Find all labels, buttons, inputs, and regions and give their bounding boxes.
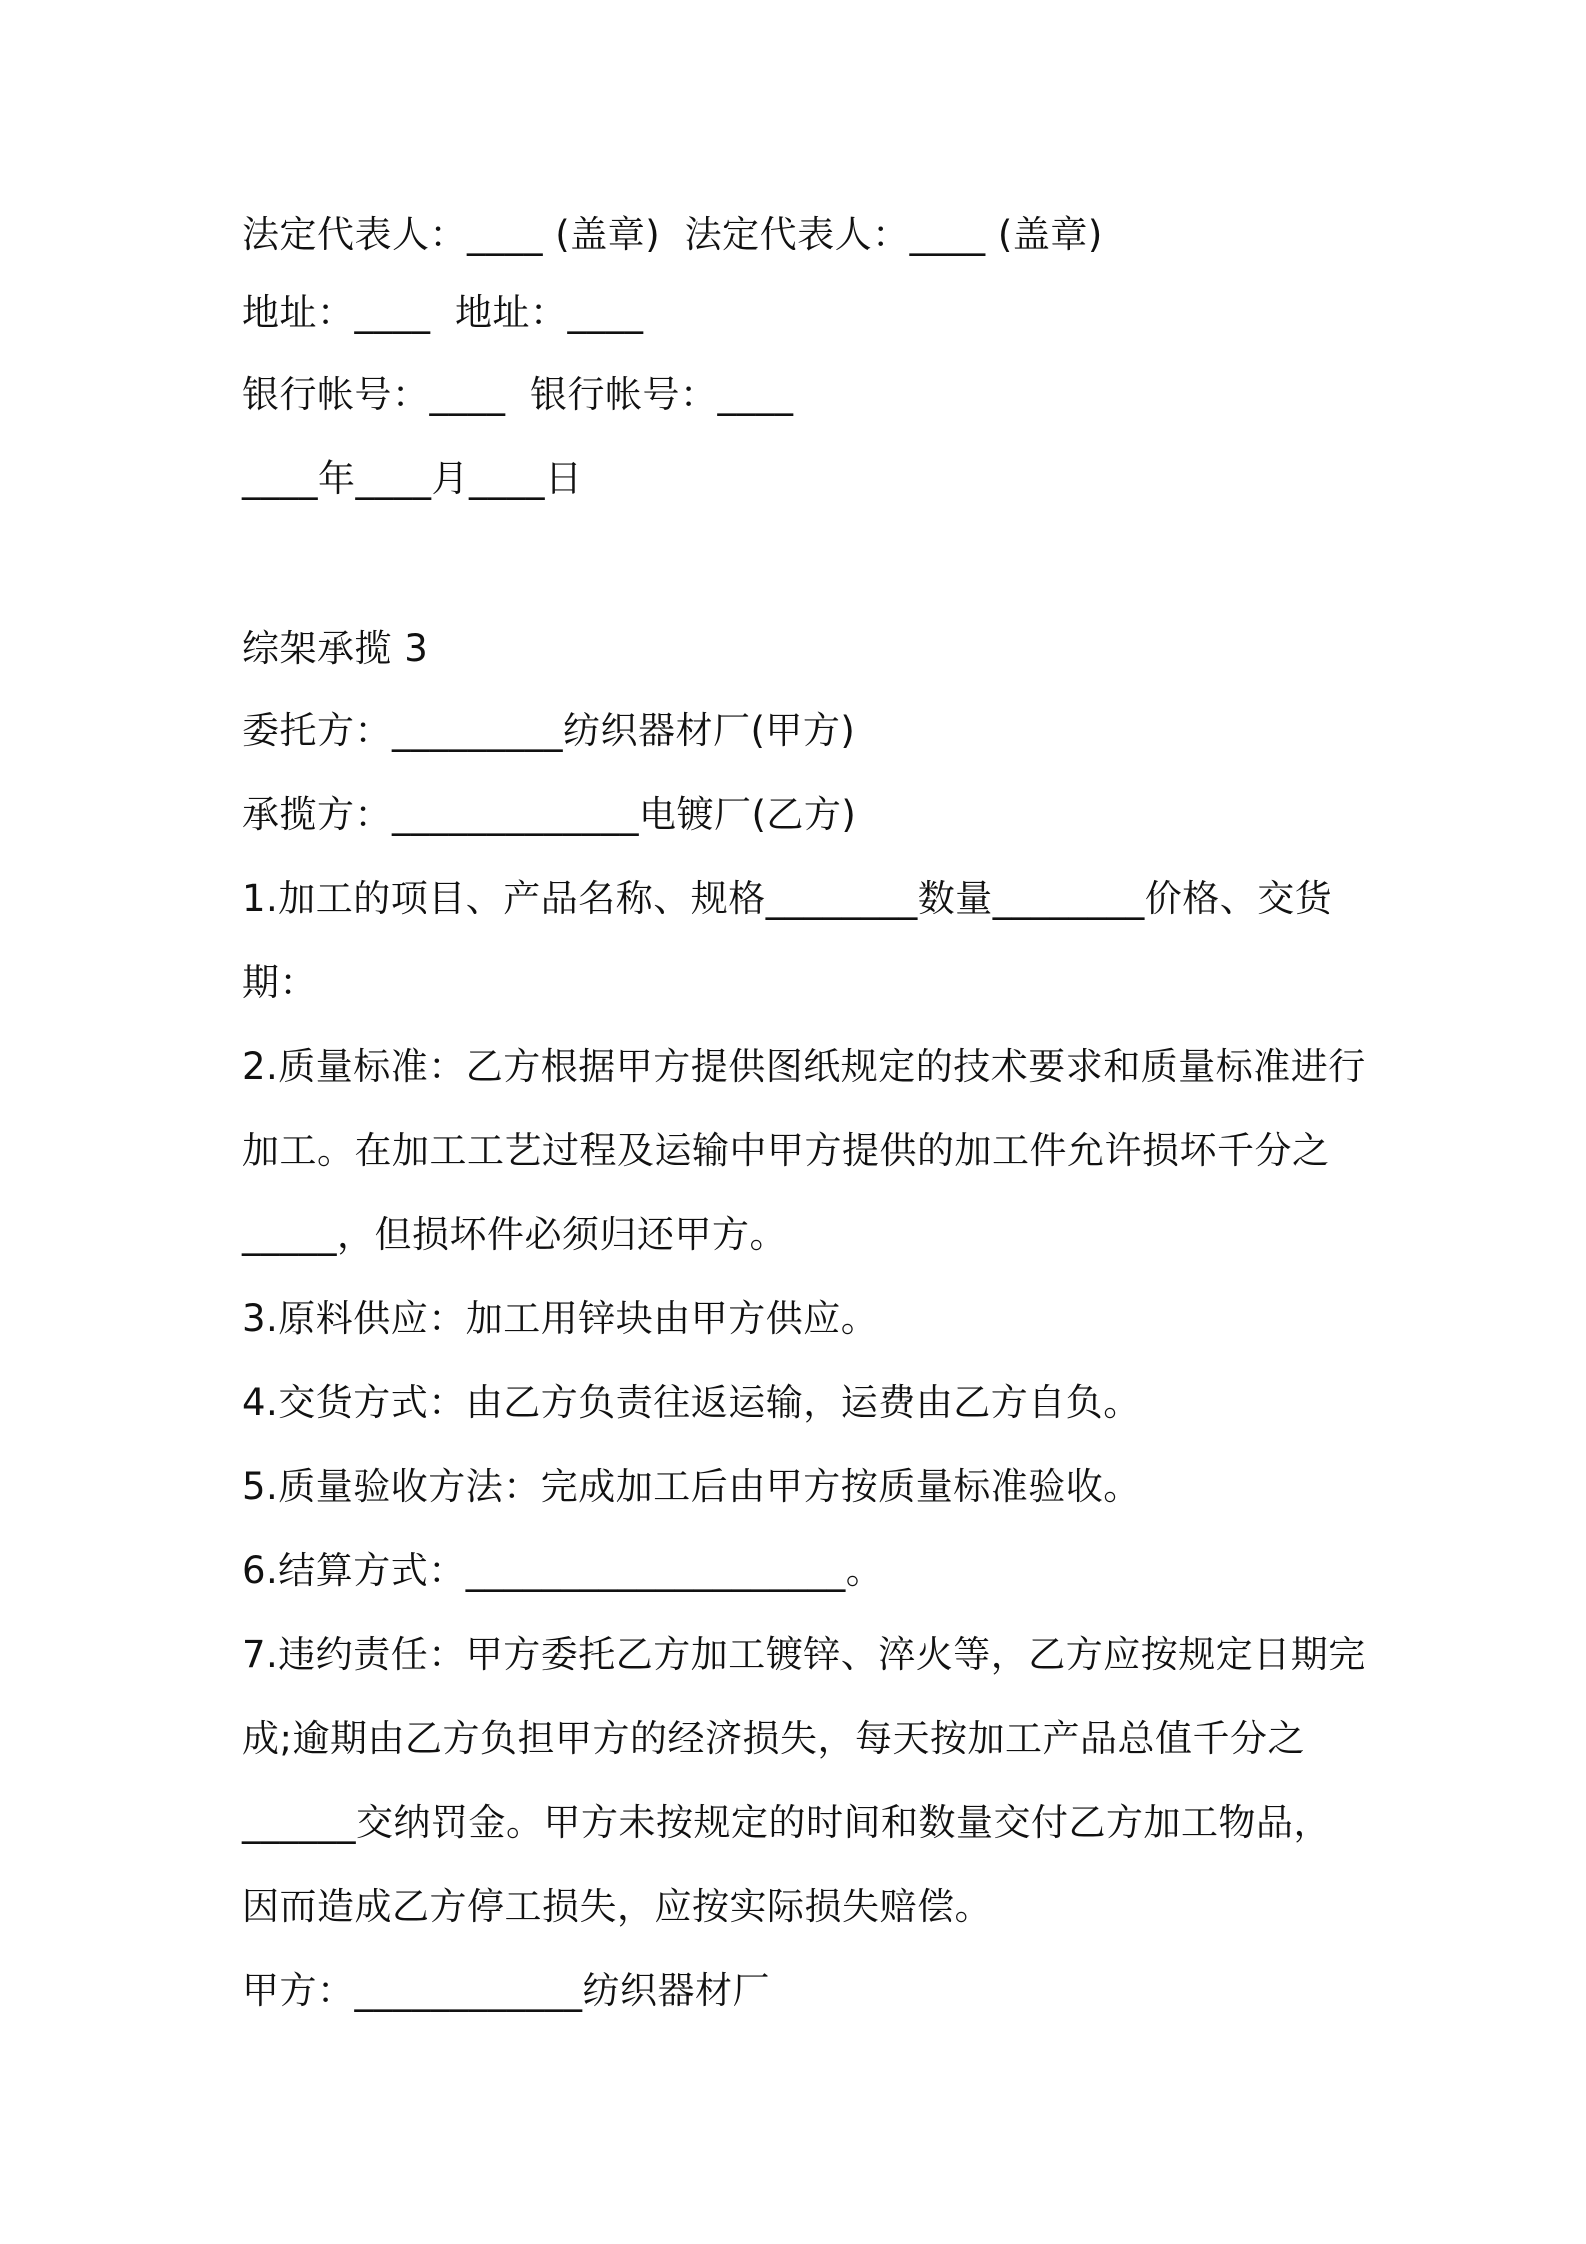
clause-2-line-1: 2.质量标准：乙方根据甲方提供图纸规定的技术要求和质量标准进行 [242, 1045, 1366, 1088]
clause-1-line-2: 期： [242, 961, 317, 1004]
party-a-line: 甲方：____________纺织器材厂 [242, 1969, 770, 2012]
clause-3: 3.原料供应：加工用锌块由甲方供应。 [242, 1297, 879, 1340]
clause-6: 6.结算方式：____________________。 [242, 1549, 884, 1592]
contractor-line: 承揽方：_____________电镀厂(乙方) [242, 793, 857, 836]
clause-5: 5.质量验收方法：完成加工后由甲方按质量标准验收。 [242, 1465, 1141, 1508]
clause-2-line-2: 加工。在加工工艺过程及运输中甲方提供的加工件允许损坏千分之 [242, 1129, 1330, 1172]
clause-7-line-2: 成;逾期由乙方负担甲方的经济损失，每天按加工产品总值千分之 [242, 1717, 1305, 1760]
date-line: ____年____月____日 [242, 457, 583, 500]
clause-7-line-3: ______交纳罚金。甲方未按规定的时间和数量交付乙方加工物品， [242, 1801, 1331, 1844]
client-line: 委托方：_________纺织器材厂(甲方) [242, 709, 856, 752]
bank-account-line: 银行帐号：____ 银行帐号：____ [242, 373, 794, 416]
clause-2-line-3: _____，但损坏件必须归还甲方。 [242, 1213, 787, 1256]
contract-title: 综架承揽 3 [242, 627, 429, 670]
address-line: 地址：____ 地址：____ [242, 291, 644, 334]
clause-7-line-4: 因而造成乙方停工损失，应按实际损失赔偿。 [242, 1885, 992, 1928]
clause-7-line-1: 7.违约责任：甲方委托乙方加工镀锌、淬火等，乙方应按规定日期完 [242, 1633, 1366, 1676]
representative-line: 法定代表人：____ (盖章) 法定代表人：____ (盖章) [242, 213, 1103, 256]
clause-4: 4.交货方式：由乙方负责往返运输，运费由乙方自负。 [242, 1381, 1141, 1424]
clause-1-line-1: 1.加工的项目、产品名称、规格________数量________价格、交货 [242, 877, 1333, 920]
